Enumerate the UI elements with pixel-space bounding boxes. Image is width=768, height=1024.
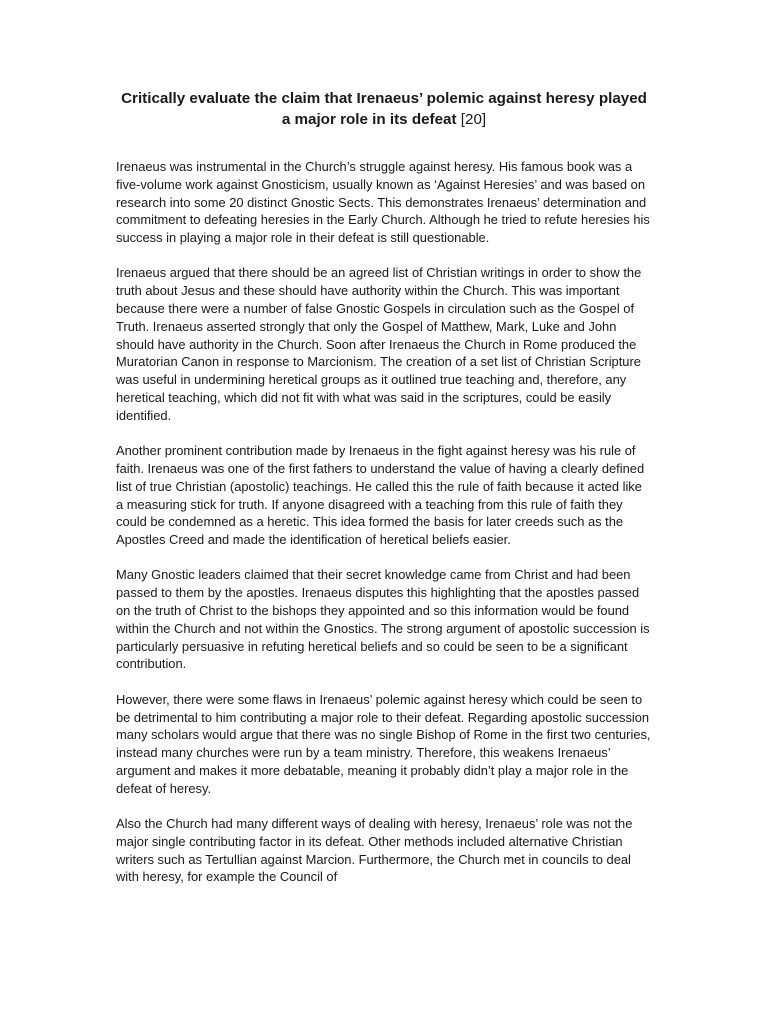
paragraph-3: Another prominent contribution made by Irenaeus in the fight against heresy was his rule of faith. Irenaeus was one of the first fathers to understand the value of having a clearly defined list of true Christian (apostolic) teachings. He called this the rule of faith because it acted like a measuring stick for truth. If anyone disagreed with a teaching from this rule of faith they could be condemned as a heretic. This idea formed the basis for later creeds such as the Apostles Creed and made the identification of heretical beliefs easier. xyxy=(116,443,645,548)
paragraph-6: Also the Church had many different ways of dealing with heresy, Irenaeus’ role was not the major single contributing factor in its defeat. Other methods included alternative Christian writers such as Tertullian against Marcion. Furthermore, the Church met in councils to deal with heresy, for example the Council of xyxy=(116,816,633,885)
document-title xyxy=(116,88,652,130)
paragraph-2: Irenaeus argued that there should be an agreed list of Christian writings in order to show the truth about Jesus and these should have authority within the Church. This was important because there were a number of false Gnostic Gospels in circulation such as the Gospel of Truth. Irenaeus asserted strongly that only the Gospel of Matthew, Mark, Luke and John should have authority in the Church. Soon after Irenaeus the Church in Rome produced the Muratorian Canon in response to Marcionism. The creation of a set list of Christian Scripture was useful in undermining heretical groups as it outlined true teaching and, therefore, any heretical teaching, which did not fit with what was said in the scriptures, could be easily identified. xyxy=(116,265,642,423)
title-marks: [20] xyxy=(460,111,487,128)
paragraph-1: Irenaeus was instrumental in the Church’s struggle against heresy. His famous book was a five-volume work against Gnosticism, usually known as ‘Against Heresies’ and was based on research into some 20 distinct Gnostic Sects. This demonstrates Irenaeus’ determination and commitment to defeating heresies in the Early Church. Although he tried to refute heresies his success in playing a major role in their defeat is still questionable. xyxy=(116,159,650,246)
paragraph-5: However, there were some flaws in Irenaeus’ polemic against heresy which could be seen to be detrimental to him contributing a major role to their defeat. Regarding apostolic succession many scholars would argue that there was no single Bishop of Rome in the first two centuries, instead many churches were run by a team ministry. Therefore, this weakens Irenaeus’ argument and makes it more debatable, meaning it probably didn’t play a major role in the defeat of heresy. xyxy=(116,691,651,796)
paragraph-4: Many Gnostic leaders claimed that their secret knowledge came from Christ and had been passed to them by the apostles. Irenaeus disputes this highlighting that the apostles passed on the truth of Christ to the bishops they appointed and so this information would be found within the Church and not within the Gnostics. The strong argument of apostolic succession is particularly persuasive in refuting heretical beliefs and so could be seen to be a significant contribution. xyxy=(116,567,650,672)
title-text: Critically evaluate the claim that Irenaeus’ polemic against heresy played a major role in its defeat xyxy=(121,90,647,128)
